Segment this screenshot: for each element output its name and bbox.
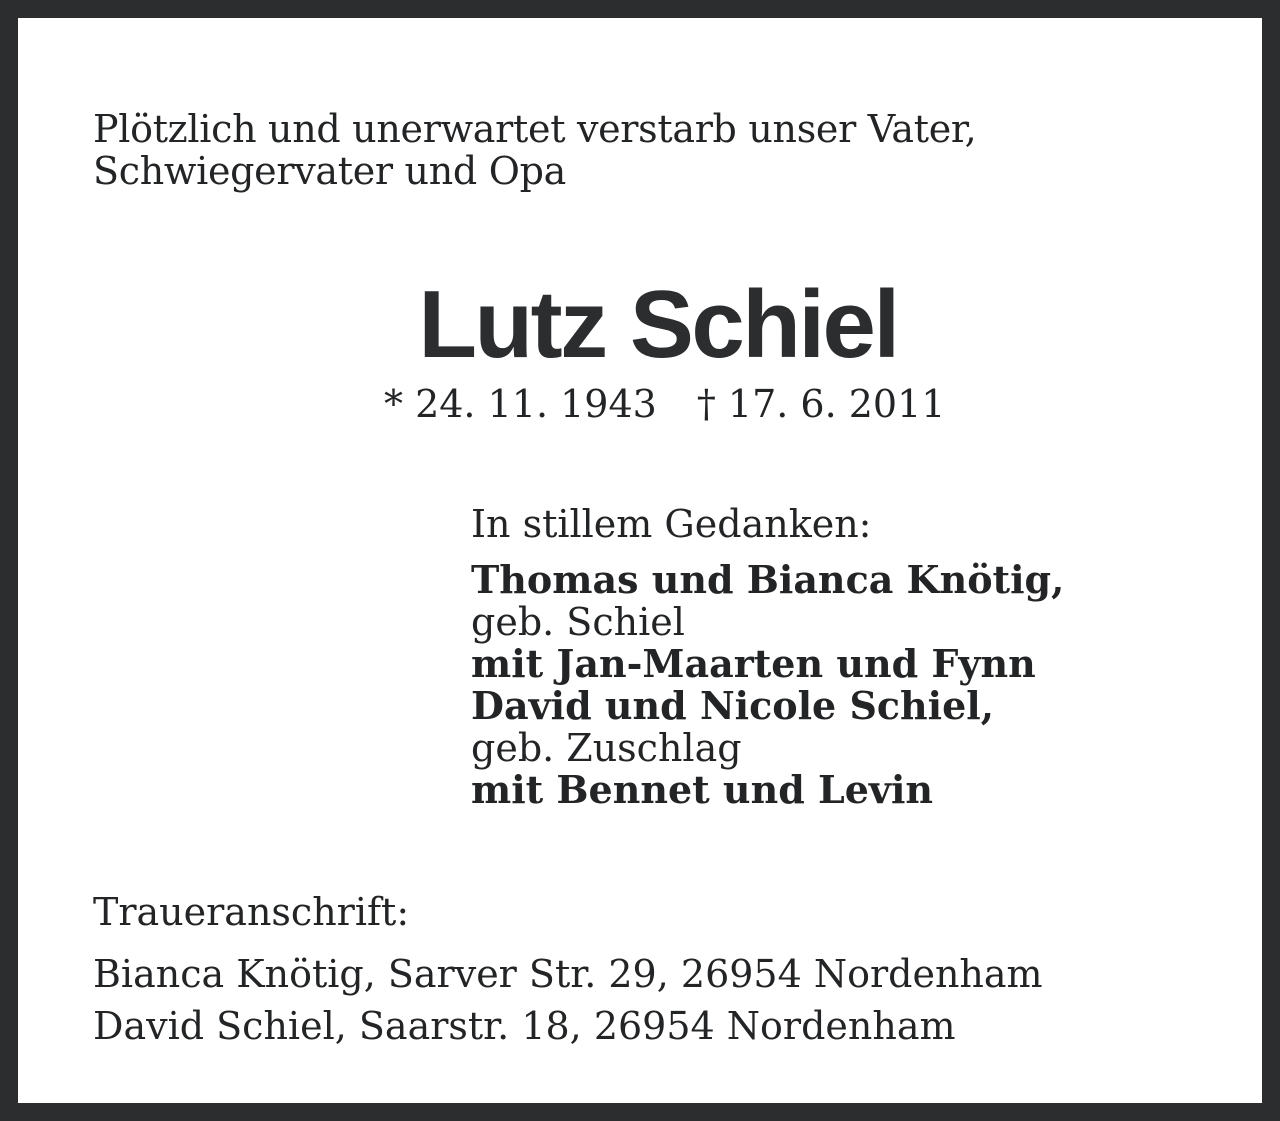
mourner-line: geb. Zuschlag xyxy=(471,726,742,770)
mourner-line: geb. Schiel xyxy=(471,600,685,644)
life-dates xyxy=(384,382,945,426)
intro-line-1: Plötzlich und unerwartet verstarb unser Vater, xyxy=(93,107,977,151)
address-heading: Traueranschrift: xyxy=(93,890,410,934)
mourner-line: mit Jan-Maarten und Fynn xyxy=(471,641,1036,686)
deceased-name: Lutz Schiel xyxy=(418,271,898,378)
mourner-line: David und Nicole Schiel, xyxy=(471,683,994,728)
mourner-line: Thomas und Bianca Knötig, xyxy=(471,557,1065,602)
mourners-heading: In stillem Gedanken: xyxy=(471,502,872,546)
death-date: † 17. 6. 2011 xyxy=(696,382,946,426)
mourners-block xyxy=(471,503,1064,811)
intro-line-2: Schwiegervater und Opa xyxy=(93,149,566,193)
birth-date: * 24. 11. 1943 xyxy=(384,382,657,426)
address-line: David Schiel, Saarstr. 18, 26954 Nordenham xyxy=(93,1004,956,1048)
address-block xyxy=(93,948,1043,1052)
address-line: Bianca Knötig, Sarver Str. 29, 26954 Nordenham xyxy=(93,952,1043,996)
mourner-line: mit Bennet und Levin xyxy=(471,767,934,812)
intro-text xyxy=(93,108,976,192)
